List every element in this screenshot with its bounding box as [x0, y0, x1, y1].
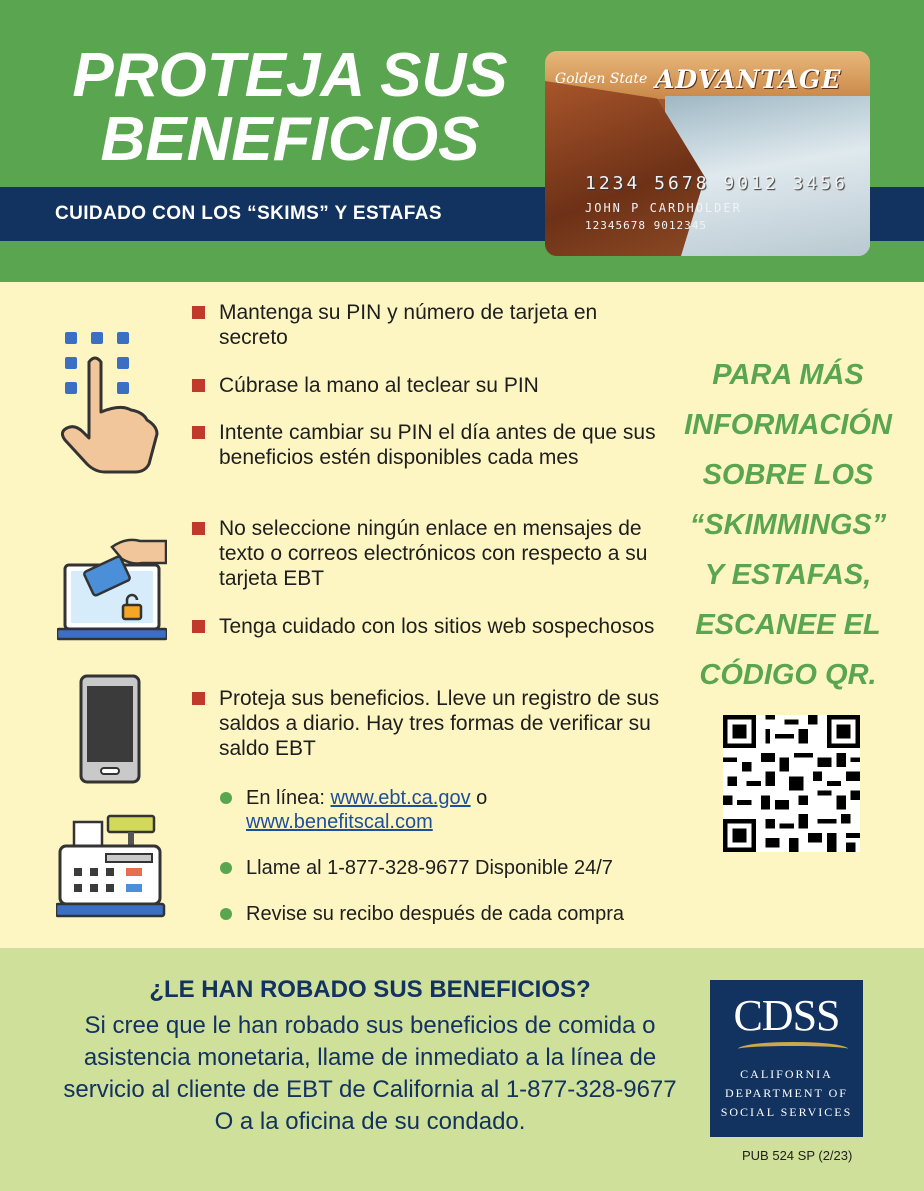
title-line-1: PROTEJA SUS: [72, 41, 508, 110]
benefitscal-link[interactable]: www.benefitscal.com: [246, 811, 433, 833]
ebt-card-image: [545, 51, 870, 256]
sub-item-receipt: Revise su recibo después de cada compra: [220, 902, 660, 926]
cdss-acronym: CDSS: [733, 991, 840, 1040]
qr-info-text: PARA MÁS INFORMACIÓN SOBRE LOS “SKIMMINGS” Y ESTAFAS, ESCANEE EL CÓDIGO QR.: [684, 359, 892, 691]
list-item: No seleccione ningún enlace en mensajes de texto o correos electrónicos con respecto a su tarjeta EBT: [192, 516, 662, 591]
subtitle: CUIDADO CON LOS “SKIMS” Y ESTAFAS: [55, 203, 442, 224]
cdss-line-2: DEPARTMENT OF: [725, 1086, 848, 1100]
keypad-hand-icon: [55, 330, 165, 480]
card-account: 12345678 9012345: [585, 219, 707, 232]
cdss-line-1: CALIFORNIA: [740, 1067, 833, 1081]
publication-number: PUB 524 SP (2/23): [742, 1148, 853, 1163]
bullet-dot: [220, 862, 232, 874]
bullet-square: [192, 426, 205, 439]
cdss-line-3: SOCIAL SERVICES: [720, 1105, 853, 1119]
list-item: Proteja sus beneficios. Lleve un registro de sus saldos a diario. Hay tres formas de verificar su saldo EBT: [192, 686, 662, 761]
stolen-benefits-body: Si cree que le han robado sus beneficios de comida o asistencia monetaria, llame de inmediato a la línea de servicio al cliente de EBT de California al 1-877-328-9677 O a la oficina de su condado.: [63, 1012, 677, 1135]
card-brand-main: ADVANTAGE: [655, 65, 842, 94]
list-item: Mantenga su PIN y número de tarjeta en secreto: [192, 300, 662, 350]
bullet-dot: [220, 908, 232, 920]
list-item: Tenga cuidado con los sitios web sospechosos: [192, 614, 662, 639]
cdss-logo: [710, 980, 863, 1137]
stolen-benefits-heading: ¿LE HAN ROBADO SUS BENEFICIOS?: [149, 976, 591, 1003]
bullet-dot: [220, 792, 232, 804]
smartphone-icon: [79, 674, 141, 784]
ebt-ca-gov-link[interactable]: www.ebt.ca.gov: [330, 787, 471, 809]
title-line-2: BENEFICIOS: [100, 105, 480, 174]
qr-code[interactable]: [723, 715, 860, 852]
sub-item-phone: Llame al 1-877-328-9677 Disponible 24/7: [220, 856, 660, 880]
card-holder: JOHN P CARDHOLDER: [585, 201, 742, 215]
bullet-square: [192, 306, 205, 319]
list-item: Intente cambiar su PIN el día antes de que sus beneficios estén disponibles cada mes: [192, 420, 662, 470]
page-title: [40, 41, 540, 174]
list-item: Cúbrase la mano al teclear su PIN: [192, 373, 662, 398]
bullet-square: [192, 522, 205, 535]
bullet-square: [192, 379, 205, 392]
card-number: 1234 5678 9012 3456: [585, 173, 848, 194]
laptop-card-icon: [57, 535, 167, 647]
card-brand-script: Golden State: [555, 71, 648, 87]
sub-item-online: En línea: www.ebt.ca.gov o www.benefitscal.com: [220, 786, 660, 834]
cdss-swoosh: [738, 1042, 848, 1056]
cash-register-icon: [56, 812, 166, 920]
bullet-square: [192, 692, 205, 705]
bullet-square: [192, 620, 205, 633]
